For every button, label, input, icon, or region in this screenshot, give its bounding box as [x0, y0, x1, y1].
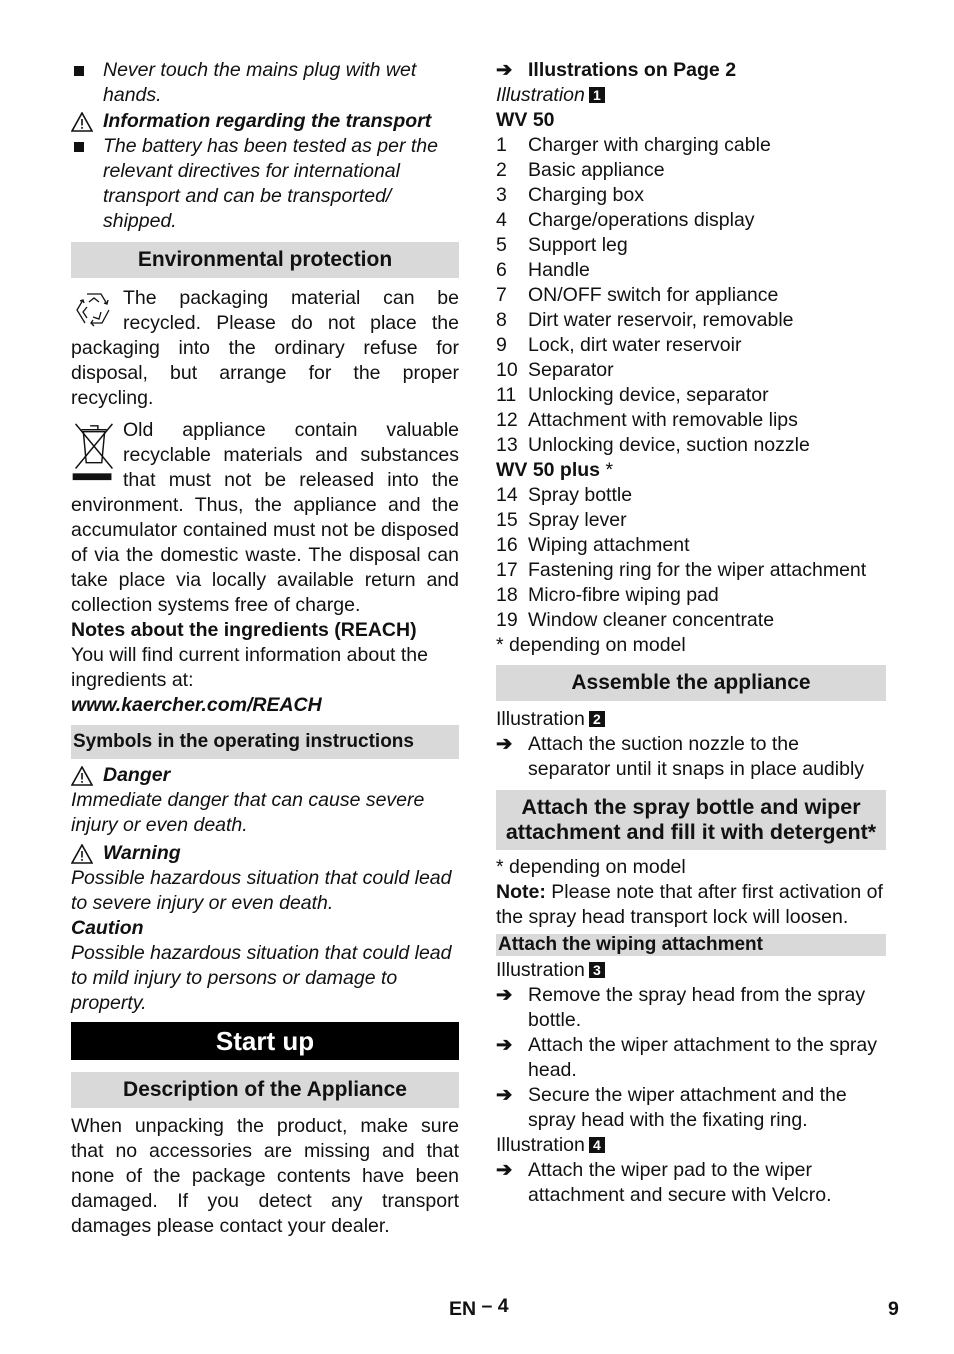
- depending-note: * depending on model: [496, 634, 686, 656]
- part-number: 5: [496, 234, 507, 256]
- parts-list: [496, 133, 886, 458]
- part-number: 18: [496, 584, 518, 606]
- assemble-step: ➔ Attach the suction nozzle to the separator until it snaps in place audibly: [496, 733, 865, 780]
- part-number: 15: [496, 509, 518, 531]
- illustration-number-badge: 1: [589, 87, 605, 103]
- bullet-item: The battery has been tested as per the relevant directives for international transport and can be transported/ shipped.: [71, 134, 459, 234]
- note-paragraph: Note: Please note that after first activation of the spray head transport lock will loosen.: [496, 881, 883, 928]
- part-list-item: [496, 483, 886, 508]
- part-number: 14: [496, 484, 518, 506]
- part-number: 4: [496, 209, 507, 231]
- caution-label: Caution: [71, 917, 144, 939]
- part-number: 16: [496, 534, 518, 556]
- illustration-3-label: Illustration 3: [496, 958, 886, 983]
- arrow-right-icon: ➔: [496, 1034, 513, 1056]
- part-label: Charging box: [528, 184, 644, 206]
- bullet-item: Never touch the mains plug with wet hands.: [71, 58, 459, 108]
- part-number: 11: [496, 384, 517, 406]
- wiping-step: ➔ Remove the spray head from the spray bottle.: [496, 984, 866, 1031]
- caution-text: Possible hazardous situation that could lead to mild injury to persons or damage to property.: [71, 942, 452, 1014]
- footer-language-marker: EN – 4: [449, 1295, 509, 1320]
- arrow-right-icon: ➔: [496, 1084, 513, 1106]
- wiping-step: ➔ Attach the wiper pad to the wiper attachment and secure with Velcro.: [496, 1159, 832, 1206]
- description-text: When unpacking the product, make sure that no accessories are missing and that none of the package contents have been damaged. If you detect any transport damages please contact your dealer.: [71, 1115, 459, 1237]
- part-label: Basic appliance: [528, 159, 665, 181]
- part-number: 9: [496, 334, 507, 356]
- part-list-item: [496, 533, 886, 558]
- part-list-item: [496, 408, 886, 433]
- part-list-item: [496, 608, 886, 633]
- warning-triangle-icon: [71, 112, 93, 132]
- part-list-item: [496, 208, 886, 233]
- env-protection-heading: Environmental protection: [71, 242, 459, 278]
- wiping-attachment-heading: Attach the wiping attachment: [496, 934, 886, 956]
- part-label: Unlocking device, suction nozzle: [528, 434, 810, 456]
- part-number: 1: [496, 134, 507, 156]
- part-label: Charger with charging cable: [528, 134, 771, 156]
- part-list-item: [496, 333, 886, 358]
- part-label: Spray lever: [528, 509, 627, 531]
- model-wv50plus-heading: WV 50 plus *: [496, 459, 614, 481]
- part-list-item: [496, 158, 886, 183]
- part-number: 17: [496, 559, 518, 581]
- illustration-2-label: Illustration 2: [496, 707, 886, 732]
- part-list-item: [496, 508, 886, 533]
- warning-triangle-icon: [71, 766, 93, 786]
- reach-url[interactable]: www.kaercher.com/REACH: [71, 694, 322, 716]
- left-column: [71, 58, 459, 1239]
- part-list-item: [496, 183, 886, 208]
- part-number: 3: [496, 184, 507, 206]
- warning-triangle-icon: [71, 844, 93, 864]
- part-number: 8: [496, 309, 507, 331]
- part-number: 10: [496, 359, 518, 381]
- crossed-out-bin-icon: [71, 420, 117, 484]
- part-number: 2: [496, 159, 507, 181]
- part-list-item: [496, 233, 886, 258]
- bullet-square-icon: [74, 142, 84, 152]
- warning-label: Warning: [71, 841, 459, 866]
- right-column: [496, 58, 886, 1208]
- part-label: Wiping attachment: [528, 534, 690, 556]
- model-wv50-heading: WV 50: [496, 109, 555, 131]
- page-number: 9: [888, 1298, 899, 1320]
- illustration-number-badge: 4: [589, 1137, 605, 1153]
- assemble-heading: Assemble the appliance: [496, 665, 886, 701]
- illustration-4-label: Illustration 4: [496, 1133, 886, 1158]
- part-label: Dirt water reservoir, removable: [528, 309, 794, 331]
- wiping-step: ➔ Secure the wiper attachment and the spray head with the fixating ring.: [496, 1084, 847, 1131]
- part-number: 7: [496, 284, 507, 306]
- transport-heading: Information regarding the transport: [71, 109, 459, 134]
- arrow-right-icon: ➔: [496, 984, 513, 1006]
- illustration-number-badge: 2: [589, 711, 605, 727]
- part-label: Charge/operations display: [528, 209, 755, 231]
- part-label: Spray bottle: [528, 484, 633, 506]
- part-label: ON/OFF switch for appliance: [528, 284, 779, 306]
- depending-note-2: * depending on model: [496, 856, 686, 878]
- illustration-number-badge: 3: [589, 962, 605, 978]
- symbols-heading: Symbols in the operating instructions: [71, 725, 459, 759]
- warning-text: Possible hazardous situation that could lead to severe injury or even death.: [71, 867, 452, 914]
- danger-text: Immediate danger that can cause severe injury or even death.: [71, 789, 425, 836]
- part-label: Separator: [528, 359, 614, 381]
- reach-text: You will find current information about the ingredients at:: [71, 644, 428, 691]
- recycling-paragraph: The packaging material can be recycled. Please do not place the packaging into the ordinary refuse for disposal, but arrange for the proper recycling.: [71, 287, 459, 409]
- part-label: Micro-fibre wiping pad: [528, 584, 719, 606]
- part-list-item: [496, 258, 886, 283]
- spray-bottle-heading: Attach the spray bottle and wiper attachment and fill it with detergent*: [496, 790, 886, 850]
- parts-plus-list: [496, 483, 886, 633]
- start-up-heading: Start up: [71, 1022, 459, 1060]
- part-label: Support leg: [528, 234, 628, 256]
- part-label: Unlocking device, separator: [528, 384, 769, 406]
- part-number: 13: [496, 434, 518, 456]
- reach-heading: Notes about the ingredients (REACH): [71, 619, 417, 641]
- part-label: Window cleaner concentrate: [528, 609, 775, 631]
- part-label: Lock, dirt water reservoir: [528, 334, 742, 356]
- weee-paragraph: Old appliance contain valuable recyclable materials and substances that must not be released into the environment. Thus, the appliance and the accumulator contained must not be disposed of via the domestic waste. The disposal can take place via locally available return and collection systems free of charge.: [71, 419, 459, 616]
- part-number: 19: [496, 609, 518, 631]
- part-list-item: [496, 358, 886, 383]
- part-list-item: [496, 583, 886, 608]
- arrow-right-icon: ➔: [496, 1159, 513, 1181]
- description-heading: Description of the Appliance: [71, 1072, 459, 1108]
- part-number: 12: [496, 409, 518, 431]
- part-label: Attachment with removable lips: [528, 409, 798, 431]
- danger-label: Danger: [71, 763, 459, 788]
- part-list-item: [496, 283, 886, 308]
- illustration-1-label: Illustration 1: [496, 83, 886, 108]
- part-list-item: [496, 558, 886, 583]
- part-list-item: [496, 308, 886, 333]
- part-list-item: [496, 383, 886, 408]
- bullet-square-icon: [74, 66, 84, 76]
- illustrations-reference: ➔ Illustrations on Page 2: [496, 59, 737, 81]
- recycling-icon: [71, 288, 117, 334]
- part-label: Handle: [528, 259, 590, 281]
- part-label: Fastening ring for the wiper attachment: [528, 559, 867, 581]
- wiping-step: ➔ Attach the wiper attachment to the spray head.: [496, 1034, 878, 1081]
- part-list-item: [496, 133, 886, 158]
- part-number: 6: [496, 259, 507, 281]
- arrow-right-icon: ➔: [496, 59, 513, 81]
- part-list-item: [496, 433, 886, 458]
- arrow-right-icon: ➔: [496, 733, 513, 755]
